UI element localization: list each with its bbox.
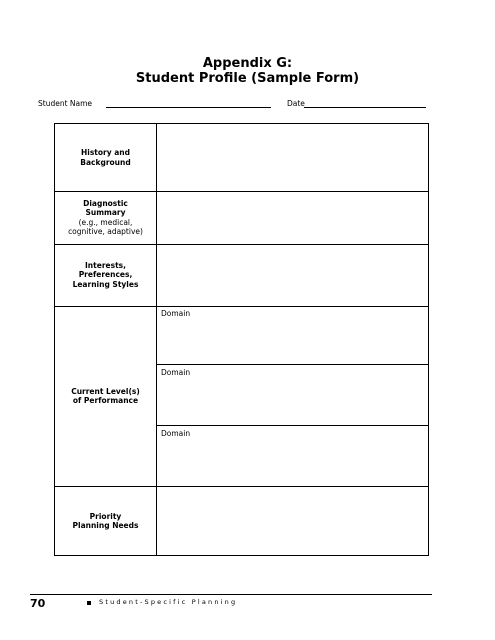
date-line[interactable] — [304, 107, 426, 108]
footer-rule — [30, 594, 432, 595]
row-label-priority — [55, 486, 156, 556]
row-label-text: Current Level(s) — [71, 386, 140, 396]
student-name-line[interactable] — [106, 107, 271, 108]
domain-divider — [156, 425, 428, 426]
row-label-text: Interests, — [85, 260, 126, 270]
row-label-text: Planning Needs — [72, 521, 139, 530]
row-label-diagnostic — [55, 191, 156, 244]
row-label-text: Preferences, — [78, 270, 133, 280]
profile-table — [54, 123, 429, 556]
page-title-line1: Appendix G: — [202, 56, 293, 71]
page-title-line2: Student Profile (Sample Form) — [135, 71, 360, 86]
student-name-label: Student Name — [38, 99, 93, 108]
row-label-note: (e.g., medical, — [78, 217, 133, 227]
row-label-text: Learning Styles — [72, 279, 139, 289]
row-label-text: of Performance — [72, 396, 139, 405]
domain-label: Domain — [161, 429, 191, 438]
domain-divider — [156, 364, 428, 365]
row-label-text: Summary — [85, 208, 126, 217]
row-label-text: History and — [80, 148, 131, 157]
domain-label: Domain — [161, 368, 191, 377]
row-label-text: Diagnostic — [83, 198, 128, 208]
running-title: Student-Specific Planning — [99, 598, 238, 606]
square-bullet-icon — [87, 601, 91, 605]
row-label-current-level — [55, 306, 156, 486]
row-label-interests — [55, 244, 156, 306]
domain-label: Domain — [161, 309, 191, 318]
column-divider — [156, 124, 157, 555]
row-label-text: Background — [80, 157, 131, 167]
page-number: 70 — [30, 597, 46, 610]
row-label-note: cognitive, adaptive) — [68, 227, 143, 236]
row-label-history — [55, 124, 156, 191]
row-label-text: Priority — [89, 511, 122, 521]
date-label: Date — [287, 99, 305, 108]
